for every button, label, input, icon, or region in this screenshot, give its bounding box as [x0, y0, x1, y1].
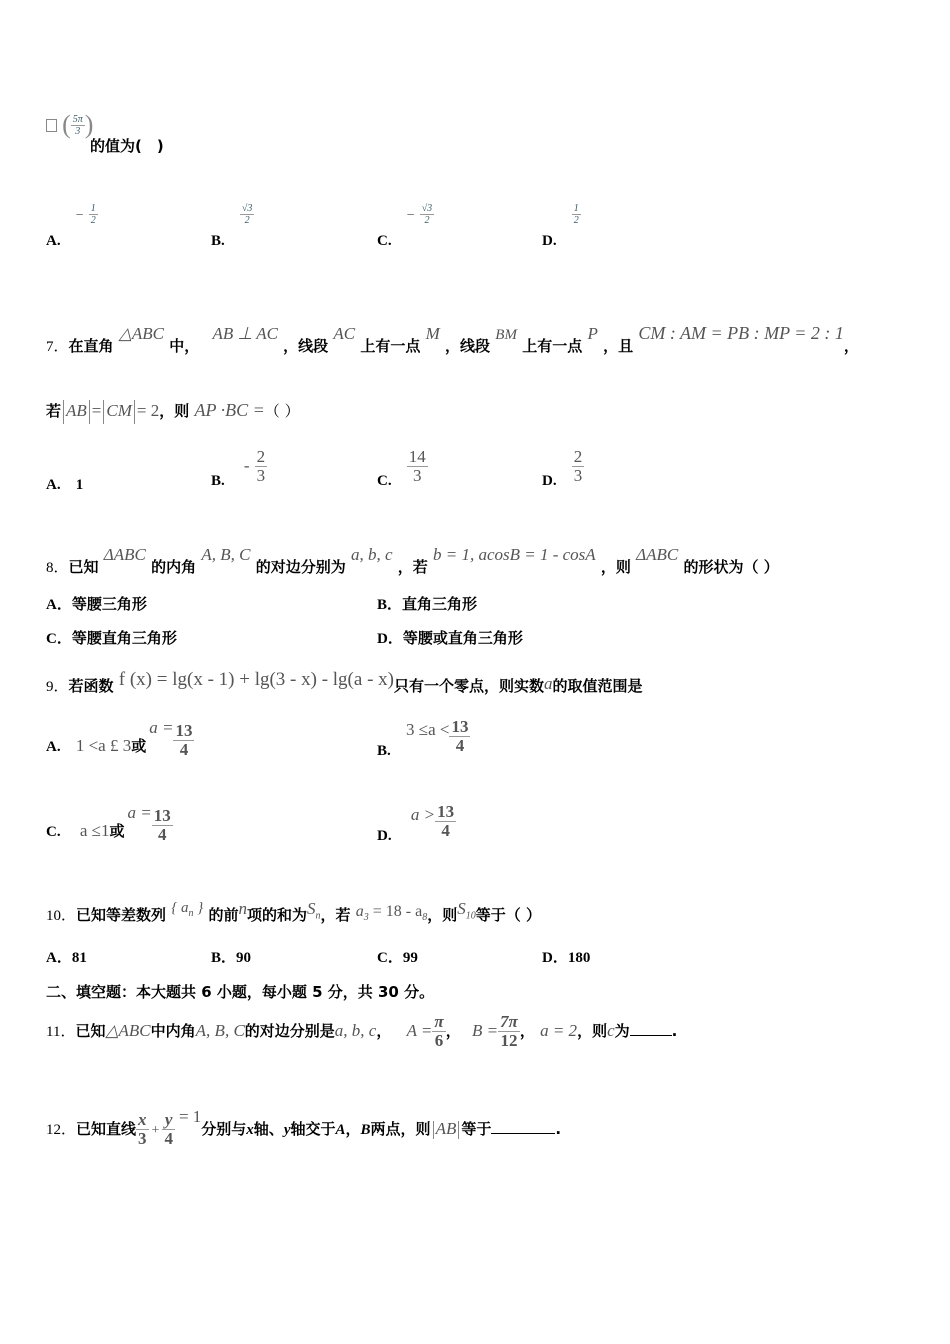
fraction: $\frac{13}{4}$ — [175, 721, 193, 759]
abs-bar — [103, 400, 104, 424]
sequence-an: { $a_n$ } — [171, 900, 204, 919]
right-paren: ) — [84, 110, 94, 139]
fraction-b: $\frac{7\pi}{12}$ — [500, 1012, 518, 1050]
abs-bar — [63, 400, 64, 424]
q11-stem: 11．已知△ABC中内角A, B, C的对边分别是a, b, c， A = $\frac{\pi}{6}$ ， B = $\frac{7\pi}{12}$ ， a = 2，则c为 . — [46, 1012, 678, 1050]
q8-option-c[interactable]: C．等腰直角三角形 — [46, 629, 177, 647]
q6-option-a[interactable]: A. − $\frac{1}{2}$ — [46, 203, 96, 249]
q6-expression — [46, 110, 93, 140]
fraction: $\frac{1}{2}$ — [90, 203, 96, 226]
fraction: $\frac{13}{4}$ — [153, 806, 171, 844]
fraction-y: $\frac{y}{4}$ — [164, 1110, 173, 1148]
q7-option-a[interactable]: A. 1 — [46, 477, 84, 493]
q6-option-d[interactable]: D. $\frac{1}{2}$ — [542, 203, 579, 249]
fraction: $\frac{√3}{2}$ — [241, 203, 253, 226]
q7-option-c[interactable]: C. $\frac{14}{3}$ — [377, 447, 426, 489]
q9-option-a[interactable]: A. 1 <a £ 3或a = $\frac{13}{4}$ — [46, 718, 193, 759]
q10-option-d[interactable]: D．180 — [542, 950, 591, 966]
q7-option-d[interactable]: D. $\frac{2}{3}$ — [542, 447, 583, 489]
q9-option-c[interactable]: C. a ≤1或a = $\frac{13}{4}$ — [46, 803, 171, 844]
q6-option-b[interactable]: B. $\frac{√3}{2}$ — [211, 203, 253, 249]
fraction: $\frac{√3}{2}$ — [421, 203, 433, 226]
fraction: $\frac{2}{3}$ — [573, 447, 583, 485]
fraction: $\frac{13}{4}$ — [451, 717, 469, 755]
sum-s10: $S_{10}$ — [457, 899, 476, 922]
q10-option-a[interactable]: A．81 — [46, 950, 87, 966]
fraction-a: $\frac{\pi}{6}$ — [434, 1012, 444, 1050]
abs-bar — [89, 400, 90, 424]
q7-stem-line2: 若 AB = CM = 2，则 AP ·BC =（ ） — [46, 390, 300, 431]
q10-stem: 10．已知等差数列 { $a_n$ } 的前n项的和为$S_n$，若 $a_3 = 18 - a_8$，则$S_{10}$等于（ ） — [46, 899, 541, 924]
abs-bar — [134, 400, 135, 424]
answer-blank[interactable] — [630, 1033, 672, 1036]
q6-stem: 的值为( ) — [90, 137, 164, 155]
q7-stem-line1: 7．在直角 △ABC 中， AB ⊥ AC ，线段 AC 上有一点 M ，线段 BM 上有一点 P ，且 CM : AM = PB : MP = 2 : 1， — [46, 323, 859, 355]
q8-option-b[interactable]: B．直角三角形 — [377, 595, 478, 613]
abs-bar — [458, 1121, 459, 1139]
fraction: $\frac{1}{2}$ — [573, 203, 579, 226]
abs-bar — [433, 1121, 434, 1139]
q8-option-d[interactable]: D．等腰或直角三角形 — [377, 629, 523, 647]
q9-option-d[interactable]: D. a > $\frac{13}{4}$ — [377, 802, 455, 844]
answer-blank[interactable] — [491, 1131, 555, 1134]
q8-option-a[interactable]: A．等腰三角形 — [46, 595, 147, 613]
fraction: $\frac{14}{3}$ — [408, 447, 426, 485]
q9-stem: 9．若函数 f (x) = lg(x - 1) + lg(3 - x) - lg(a - x)只有一个零点，则实数a的取值范围是 — [46, 669, 643, 695]
condition-expr: $a_3 = 18 - a_8$ — [355, 903, 428, 924]
left-paren: ( — [62, 110, 71, 139]
fraction: $\frac{13}{4}$ — [437, 802, 455, 840]
q6-arg-fraction: $\frac{5\pi}{3}$ — [72, 113, 83, 137]
q8-stem: 8．已知 ΔABC 的内角 A, B, C 的对边分别为 a, b, c ，若 b = 1, acosB = 1 - cosA ，则 ΔABC 的形状为（ ） — [46, 545, 779, 576]
q12-stem: 12．已知直线 $\frac{x}{3}$ + $\frac{y}{4}$ = 1分别与x轴、y轴交于A，B两点，则 AB 等于 . — [46, 1107, 562, 1148]
missing-glyph-box — [46, 119, 57, 132]
q10-option-b[interactable]: B．90 — [211, 950, 252, 966]
section-title: 二、填空题：本大题共 6 小题，每小题 5 分，共 30 分。 — [46, 983, 435, 1001]
sum-sn: $S_n$ — [307, 899, 321, 922]
fraction-x: $\frac{x}{3}$ — [138, 1110, 147, 1148]
q6-option-c[interactable]: C. − $\frac{√3}{2}$ — [377, 203, 433, 249]
q7-option-b[interactable]: B. - $\frac{2}{3}$ — [211, 447, 266, 489]
q10-option-c[interactable]: C．99 — [377, 950, 418, 966]
q9-option-b[interactable]: B. 3 ≤a < $\frac{13}{4}$ — [377, 717, 469, 759]
fraction: $\frac{2}{3}$ — [256, 447, 266, 485]
